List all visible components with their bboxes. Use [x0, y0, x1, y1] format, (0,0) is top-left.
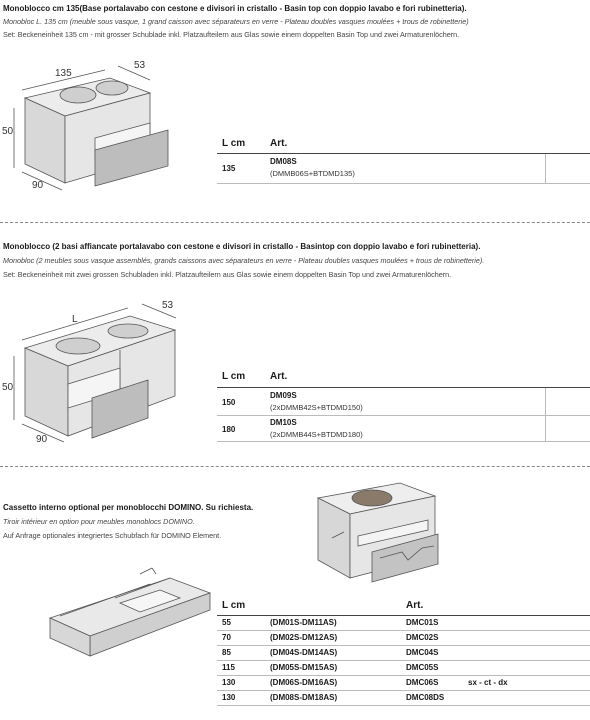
section1-title: Monoblocco cm 135(Base portalavabo con cestone e divisori in cristallo - Basin top con doppio lavabo e fori rubinetteria).: [3, 4, 467, 13]
table3-cell-set: (DM04S-DM14AS): [270, 648, 338, 657]
dim-side-label: 90: [36, 434, 48, 445]
table3-cell-set: (DM05S-DM15AS): [270, 663, 338, 672]
table3-cell-code: DMC08DS: [406, 693, 445, 702]
table3-header-l: L cm: [222, 600, 246, 611]
dim-height-label: 50: [2, 126, 14, 137]
section2-cabinet-drawing: [0, 288, 210, 448]
table2-cell-code: DM10S: [270, 418, 297, 427]
section3-title: Cassetto interno optional per monoblocchi DOMINO. Su richiesta.: [3, 503, 254, 512]
table1-col-divider: [545, 154, 546, 184]
table3-cell-code: DMC02S: [406, 633, 439, 642]
section1-german-text: Set: Beckeneinheit 135 cm - mit grosser Schublade inkl. Platzaufteilern aus Glas sowie einem doppelten Basin Top und zwei Armaturenlöchern.: [3, 30, 460, 39]
section2-title: Monoblocco (2 basi affiancate portalavabo con cestone e divisori in cristallo - Basintop con doppio lavabo e fori rubinetteria).: [3, 242, 481, 251]
table3-cell-set: (DM08S-DM18AS): [270, 693, 338, 702]
section1-french-text: Monobloc L. 135 cm (meuble sous vasque, 1 grand caisson avec séparateurs en verre - Plateau doubles vasques moulées + trous de robinetterie): [3, 17, 469, 26]
table3-cell-l: 85: [222, 648, 231, 657]
table1-bottom-rule: [217, 183, 590, 184]
dim-width-label: 135: [55, 68, 72, 79]
section3-french-text: Tiroir intérieur en option pour meubles monoblocs DOMINO.: [3, 517, 195, 526]
table3-cell-set: (DM06S-DM16AS): [270, 678, 338, 687]
table3-cell-code: DMC06S: [406, 678, 439, 687]
table2-cell-l: 150: [222, 398, 236, 407]
table2-row-rule: [217, 415, 590, 416]
table2-cell-detail: (2xDMMB44S+BTDMD180): [270, 430, 363, 439]
table3-header-art: Art.: [406, 600, 424, 611]
table1-header-art: Art.: [270, 138, 288, 149]
dim-height-label: 50: [2, 382, 14, 393]
table2-cell-code: DM09S: [270, 391, 297, 400]
table3-cell-set: (DM01S-DM11AS): [270, 618, 337, 627]
table3-cell-l: 70: [222, 633, 231, 642]
table1-cell-code: DM08S: [270, 157, 297, 166]
table1-header-rule: [217, 153, 590, 154]
section-divider: [0, 466, 590, 467]
table1-cell-detail: (DMMB06S+BTDMD135): [270, 169, 355, 178]
table3-cell-l: 55: [222, 618, 231, 627]
table3-cell-code: DMC01S: [406, 618, 439, 627]
table1-header-l: L cm: [222, 138, 246, 149]
dim-width-label: L: [72, 314, 78, 325]
table2-bottom-rule: [217, 441, 590, 442]
table3-bottom-rule: [217, 705, 590, 706]
table3-cell-l: 130: [222, 678, 236, 687]
table3-cell-l: 130: [222, 693, 236, 702]
table1-cell-l: 135: [222, 164, 236, 173]
table3-cell-set: (DM02S-DM12AS): [270, 633, 338, 642]
internal-drawer-drawing: [20, 548, 220, 668]
table2-header-rule: [217, 387, 590, 388]
dim-depth-label: 53: [134, 60, 146, 71]
section1-cabinet-drawing: [0, 48, 210, 198]
table3-row-rule: [217, 660, 590, 661]
table3-cell-code: DMC04S: [406, 648, 439, 657]
cabinet-with-inner-drawer-drawing: [310, 478, 440, 586]
table2-cell-detail: (2xDMMB42S+BTDMD150): [270, 403, 363, 412]
section2-french-text: Monobloc (2 meubles sous vasque assemblés, grands caissons avec séparateurs en verre - Plateau doubles vasques moulées + trous de robinetterie).: [3, 256, 485, 265]
table3-cell-code: DMC05S: [406, 663, 439, 672]
dim-side-label: 90: [32, 180, 44, 191]
dim-depth-label: 53: [162, 300, 174, 311]
table2-header-art: Art.: [270, 371, 288, 382]
table2-header-l: L cm: [222, 371, 246, 382]
section-divider: [0, 222, 590, 223]
table3-row-rule: [217, 690, 590, 691]
table3-cell-l: 115: [222, 663, 235, 672]
table3-row-rule: [217, 630, 590, 631]
section2-german-text: Set: Beckeneinheit mit zwei grossen Schubladen inkl. Platzaufteilern aus Glas sowie einem doppelten Basin Top und zwei Armaturenlöchern.: [3, 270, 452, 279]
table3-row-rule: [217, 675, 590, 676]
table3-cell-note: sx - ct - dx: [468, 678, 508, 687]
table3-header-rule: [217, 615, 590, 616]
table2-cell-l: 180: [222, 425, 236, 434]
section3-german-text: Auf Anfrage optionales integriertes Schubfach für DOMINO Element.: [3, 531, 222, 540]
table3-row-rule: [217, 645, 590, 646]
